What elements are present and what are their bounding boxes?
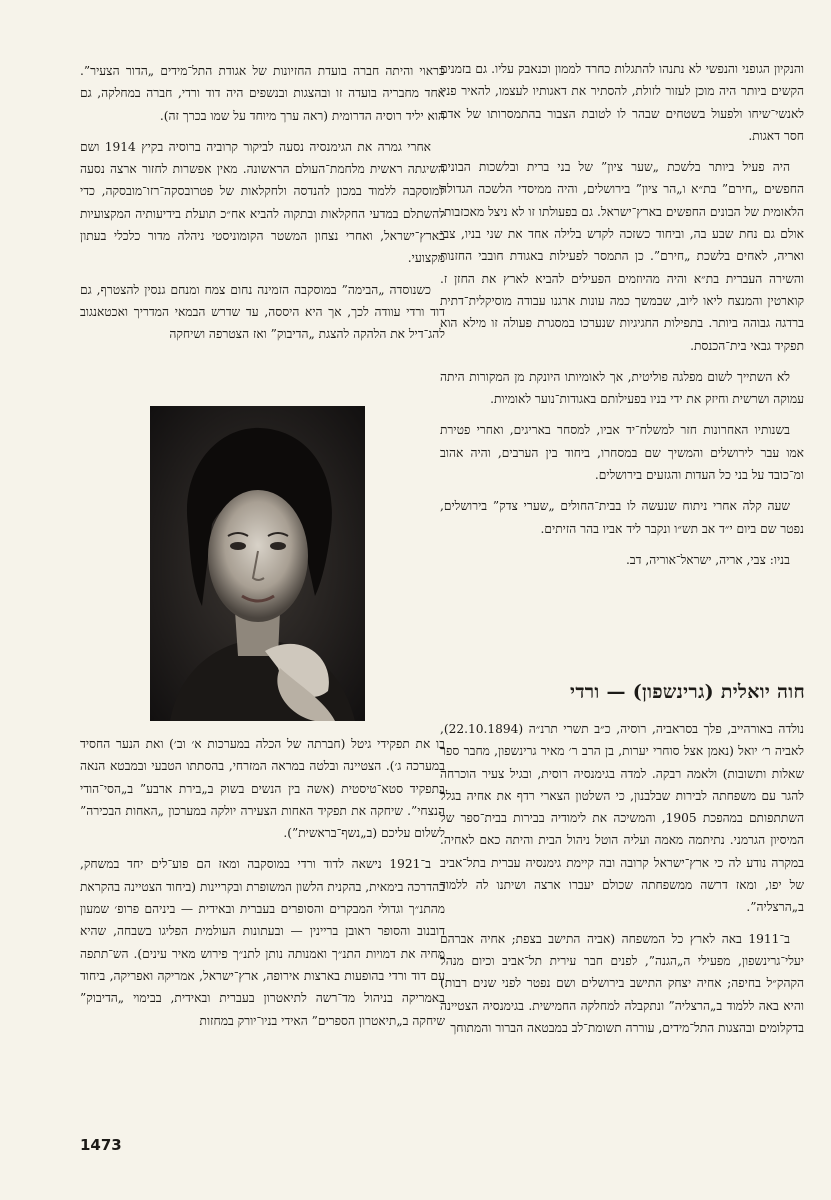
paragraph: היה פעיל ביותר בלשכת „שער ציון” של בני ברית ובלשכות הבונים החפשים „חירם” בת״א ו„הר ציון” בירושלים, והיה ממיסדי הלשכה הגדולה הלאומית של הבונים החפשים בארץ־ישראל. גם בפעולתו זו לא ניצל מאכזבות, אולם גם נחת שבע בה, וביחוד כשזכה לקדש בלילה אחד את שני בניו, צבי ואריה, לאחים בלשכת „חירם”. כן התמסר לפעילות באגודת חובבי החזנות והשירה העברית בת״א והיה מהיוזמים הפעילים להביא לארץ את החזן ז. קוארטין והמנצח ליאו ליוב, שבמשך כמה עונות ארגנו עבודה מוסיקלית־דתית ברדגה גבוהה ביותר. בתפילות החגיגיות שנערכו במסגרת פעולה זו מילא הוא תפקיד גבאי בית־הכנסת.: [440, 160, 804, 353]
paragraph: כראוי והיתה חברה בועדת החזיונות של אגודת התל־מידים „הדור הצעיר”. אחד מחבריה בועדה זו ובהצגות ובנשפים היה דוד ורדי, חברה במחלקה, גם הוא יליד רוסיה הדרומית (ראה ערך מיוחד על שמו בכרך זה).: [80, 64, 445, 123]
bio-column: [440, 718, 804, 1048]
paragraph: ב־1921 נישאה לדוד ורדי במוסקבה ומאז הם פוע־לים יחד במשחק, בהדרכה בימאית, בהקנית הלשון המשופרת ובקריינות (ביחוד הצטיינה בהקראת מהתנ״ך וגדולי המבקרים והסופרים בעברית ובאידית — ביניהם פרופ׳ שמעון דובנוב והסופר ראובן בריינין — ובעתונות העולמית הפליגו בשבחה, שהיא מחיה את דמויות התנ״ך ואמנותה נותן לתנ״ך פירוש מאיר עינים). הש־תתפה עם דוד ורדי בהופעות בארצות אירופה, ארץ־ישראל, אמריקה ואפריקה, ביחוד באמריקה בניהול מד־רשה לתיאטרון בעברית ובאידית, בבימוי „הדיבוק” שיחקה ב„תיאטרון הספרים” האידי בניו־יורק במחזות: [80, 857, 445, 1028]
entry-heading: חוה יואלית (גרינשפון) — ורדי: [570, 681, 805, 703]
paragraph: אחרי גמרה את הגימנסיה נסעה לביקור קרוביה ברוסיה בקיץ 1914 ושם השיגתה ראשית מלחמת־העולם הראשונה. מאין אפשרות לחזור ארצה נסעה למוסקבה ללמוד במכון להנדסה ולחקלאות של פטרובסקה־רזו־מובסקה, כדי להשתלם במדעי החקלאות ובתקוה להביא אח״כ תועלת בידיעותיה המקצועיות בארץ־ישראל, ואחרי נצחון המשטר הקומוניסטי ניהלה מדור כלכלי בעתון מקצועי.: [80, 139, 445, 266]
page-number: 1473: [80, 1136, 122, 1154]
children-list: בניו: צבי, אריה, ישראל־אוריה, דב.: [625, 552, 790, 567]
paragraph: כשנוסדה „הבימה” במוסקבה הזמינה נחום צמח ומנחם גנסין להצטרף, גם דוד ורדי עוודה לכך, אך היא היססה, עד שדרש הבמאי המדריך ואכטאנגוב להג־דיל את הלהקה להצגת „הדיבוק” ואז הצטרפה ושיחקה: [80, 282, 445, 342]
paragraph: לא השתייך לשום מפלגה פוליטית, אך לאומיותו היונקת מן המקורות היתה עמוקה ושרשית וחיזק את ידי בניו בפעילותם באגודות־נוער לאומיות.: [440, 369, 804, 407]
portrait-image: [150, 406, 365, 721]
paragraph: בו את תפקידי גיטל (חברתה של הכלה במערכות א׳ וב׳) ואת הנער החסיד במערכה ג׳). הצטיינה ובלטה במראה המזרחי, בהסתתו הטבעי ובמבטא הנאה בתפקיד סטא־טיסטית (אשה בין הנשים בשוק ב„בירת ארבע” ב„הסי־הודי הנצחי”. שיחקה את תפקיד האחות הצעירה יולקה במערכון „האחות הבכירה” לשלום עליכם (ב„נשף־בראשית”).: [80, 737, 445, 841]
paragraph: שעה קלה אחרי ניתוח שנעשה לו בבית־החולים „שערי צדק” בירושלים, נפטר שם ביום י״ד אב תש״ו ונקבר ליד אביו בהר הזיתים.: [440, 499, 804, 536]
paragraph: בשנותיו האחרונות חזר למשלח־יד אביו, למסחר באריגים, ואחרי פטירת אמו עבר לירושלים והמשיך שם במסחרו, ביחוד בין הערבים, והיה אהוב ומ־כובד על בני כל העדות והגזעים בירושלים.: [440, 423, 804, 483]
paragraph: והנקיון הגופני והנפשי לא נתנהו להתגלות כחרד לממון וכנאבק עליו. גם בזמנים הקשים ביותר היה מוכן לעזור לזולת, להסתיר את דאגותיו לעצמו, להאיר פניו לאנשי־שיחו ולפעול בשטחים שבהר לו לטובת הצבור בהתמסרותו של אדם חסר דאגות.: [440, 62, 804, 143]
paragraph: ב־1911 באה לארץ כל המשפחה (אביה התישב בצפת; אחיה אברהם יעלי־גרינשפון, מפעילי ה„הגנה”, לפנים חבר עירית תל־אביב וכיום מנהל הקהק״ל בחיפה; אחיה יצחק התישב בירושלים ושם נפטר לפני שנים רבות) והיא באה ללמוד ב„הרצליה” ונתקבלה למחלקה החמישית. בגימנסיה הצטיינה בדקלומים ובהצגות התל־מידים, עוררה תשומת־לב במבטאה הברור והמתוחך: [440, 931, 804, 1035]
bio-continuation-column: [80, 60, 445, 355]
paragraph: נולדה באורהייב, פלך בסראביה, רוסיה, כ״ב תשרי תרנ״ה (22.10.1894), לאביה ר׳ יואל (נאמן אצל סוחרי יערות, בן הרב ר׳ מאיר גרינשפון, מחבר ספר שאלות ותשובות) ולאמה רבקה. למדה בגימנסיה רוסית, ובגיל צעיר הוכרחה להגר עם משפחתה לבירות שבלבנון, כי השלטון הצארי רדף את אחיה בגלל השתתפותם במהפכת 1905, והמשיכה את לימודיה בבירות בבית־ספר של המיסיון הגרמני. נתיתמה מאמה ועליה הוטל ניהול הבית והיתה כאם לאחיה. במקרה נודע לה כי ארץ־ישראל קרובה ובה קיימת גימנסיה עברית בתל־אביב של יפו, ומאז דרשה ממשפחתה שכולם יעברו ארצה ושיתנו לה ללמוד ב„הרצליה”.: [440, 722, 804, 915]
previous-entry-column: [440, 58, 804, 580]
bio-column-continued: [80, 733, 445, 1041]
portrait-photo: [150, 406, 365, 721]
